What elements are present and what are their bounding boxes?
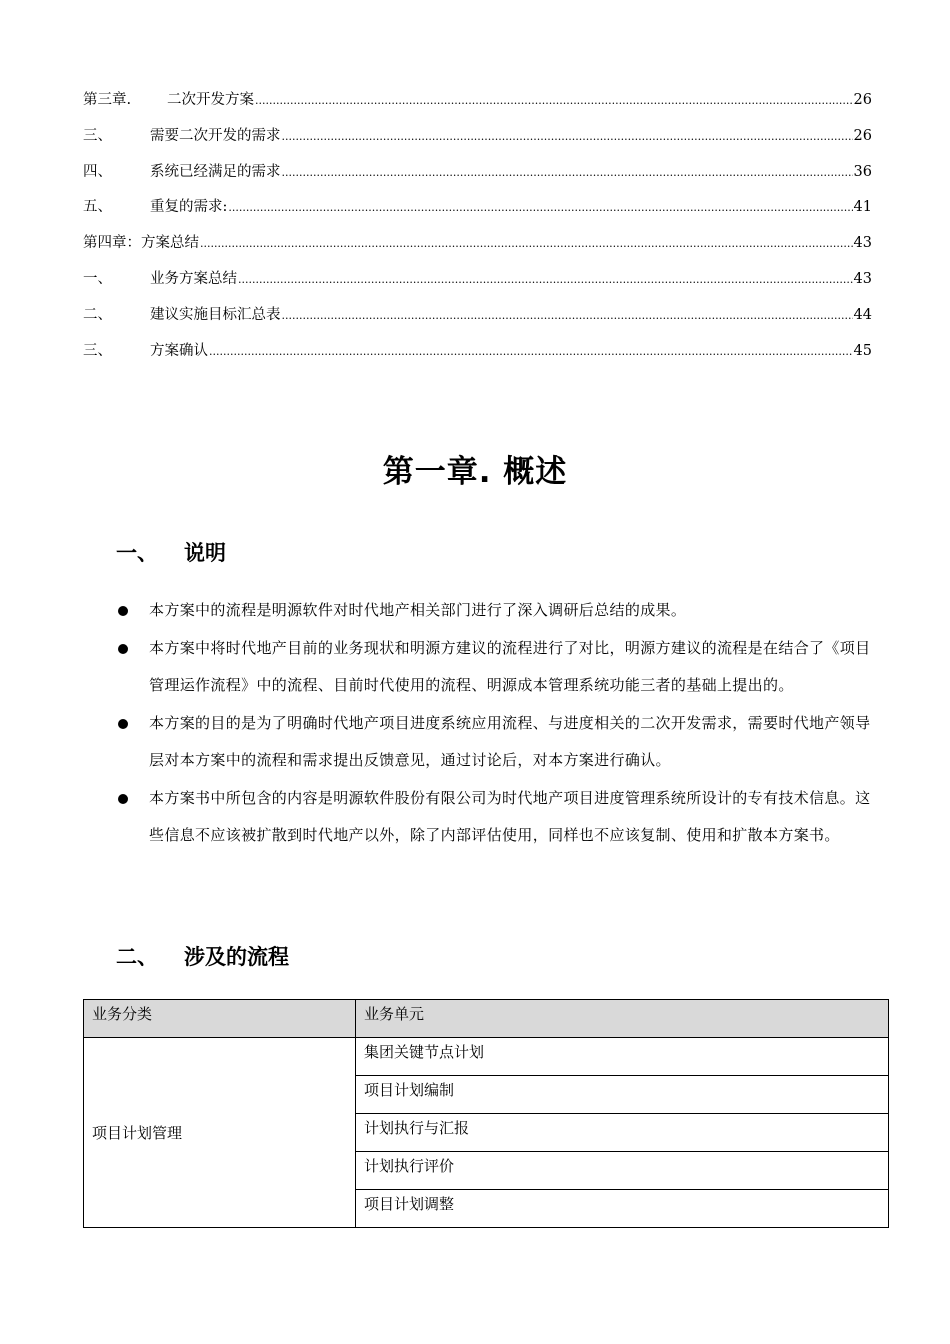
toc-entry-number: 第三章. bbox=[83, 92, 132, 108]
toc-entry[interactable] bbox=[83, 193, 872, 229]
bullet-dot-icon bbox=[118, 794, 128, 804]
toc-entry-page: 26 bbox=[853, 127, 872, 144]
table-row bbox=[84, 1038, 889, 1076]
bullet-item bbox=[116, 780, 876, 855]
toc-entry[interactable] bbox=[83, 158, 872, 194]
process-table bbox=[83, 999, 889, 1228]
toc-entry-title: 重复的需求: bbox=[150, 199, 228, 216]
unit-cell: 集团关键节点计划 bbox=[356, 1038, 889, 1076]
toc-entry-page: 45 bbox=[853, 342, 872, 359]
category-cell: 项目计划管理 bbox=[84, 1038, 356, 1228]
toc-entry-number: 三、 bbox=[83, 127, 112, 144]
toc-entry-number: 三、 bbox=[83, 342, 112, 359]
toc-entry-number: 第四章： bbox=[83, 235, 141, 252]
toc-entry-page: 41 bbox=[853, 199, 872, 216]
chapter-title: 第一章. 概述 bbox=[382, 454, 568, 490]
toc-entry-title: 需要二次开发的需求 bbox=[150, 127, 281, 144]
bullet-dot-icon bbox=[118, 606, 128, 616]
toc-leader-dots bbox=[255, 87, 853, 115]
toc-entry-title: 方案总结 bbox=[141, 235, 199, 252]
description-bullet-list bbox=[116, 592, 876, 855]
toc-entry-title: 业务方案总结 bbox=[150, 270, 237, 287]
unit-cell: 项目计划编制 bbox=[356, 1076, 889, 1114]
bullet-item bbox=[116, 705, 876, 780]
toc-entry-page: 43 bbox=[853, 235, 872, 252]
toc-entry[interactable] bbox=[83, 86, 872, 122]
toc-entry-number: 一、 bbox=[83, 270, 112, 287]
unit-cell: 项目计划调整 bbox=[356, 1190, 889, 1228]
toc-entry-title: 系统已经满足的需求 bbox=[150, 163, 281, 180]
section-heading-processes bbox=[116, 941, 289, 971]
section-title: 涉及的流程 bbox=[184, 945, 289, 969]
toc-entry[interactable] bbox=[83, 301, 872, 337]
toc-entry[interactable] bbox=[83, 337, 872, 373]
bullet-text: 本方案中将时代地产目前的业务现状和明源方建议的流程进行了对比，明源方建议的流程是在结合了《项目管理运作流程》中的流程、目前时代使用的流程、明源成本管理系统功能三者的基础上提出的。 bbox=[149, 638, 871, 694]
unit-cell: 计划执行评价 bbox=[356, 1152, 889, 1190]
section-number: 二、 bbox=[116, 945, 158, 969]
bullet-text: 本方案中的流程是明源软件对时代地产相关部门进行了深入调研后总结的成果。 bbox=[149, 601, 687, 619]
toc-entry-page: 36 bbox=[853, 163, 872, 180]
bullet-dot-icon bbox=[118, 719, 128, 729]
toc-entry-page: 44 bbox=[853, 306, 872, 323]
toc-entry-number: 二、 bbox=[83, 306, 112, 323]
bullet-dot-icon bbox=[118, 644, 128, 654]
section-number: 一、 bbox=[116, 541, 158, 565]
toc-leader-dots bbox=[228, 194, 852, 222]
toc-leader-dots bbox=[209, 338, 853, 366]
toc-entry[interactable] bbox=[83, 122, 872, 158]
toc-leader-dots bbox=[238, 266, 853, 294]
toc-entry-title: 方案确认 bbox=[150, 342, 208, 359]
toc-leader-dots bbox=[282, 302, 853, 330]
toc-leader-dots bbox=[200, 230, 853, 258]
toc-entry[interactable] bbox=[83, 265, 872, 301]
toc-entry-title: 建议实施目标汇总表 bbox=[150, 306, 281, 323]
unit-cell: 计划执行与汇报 bbox=[356, 1114, 889, 1152]
bullet-text: 本方案书中所包含的内容是明源软件股份有限公司为时代地产项目进度管理系统所设计的专有技术信息。这些信息不应该被扩散到时代地产以外，除了内部评估使用，同样也不应该复制、使用和扩散本方案书。 bbox=[149, 788, 871, 844]
toc-entry-number: 四、 bbox=[83, 163, 112, 180]
table-of-contents bbox=[83, 86, 872, 372]
column-header-category: 业务分类 bbox=[84, 1000, 356, 1038]
table-header-row bbox=[84, 1000, 889, 1038]
section-heading-description bbox=[116, 537, 226, 567]
toc-entry[interactable] bbox=[83, 229, 872, 265]
toc-leader-dots bbox=[282, 159, 853, 187]
bullet-text: 本方案的目的是为了明确时代地产项目进度系统应用流程、与进度相关的二次开发需求，需要时代地产领导层对本方案中的流程和需求提出反馈意见，通过讨论后，对本方案进行确认。 bbox=[149, 713, 871, 769]
toc-entry-page: 43 bbox=[853, 270, 872, 287]
toc-leader-dots bbox=[282, 123, 853, 151]
section-title: 说明 bbox=[184, 541, 226, 565]
bullet-item bbox=[116, 630, 876, 705]
column-header-unit: 业务单元 bbox=[356, 1000, 889, 1038]
toc-entry-page: 26 bbox=[853, 92, 872, 108]
bullet-item bbox=[116, 592, 876, 630]
toc-entry-title: 二次开发方案 bbox=[167, 92, 254, 108]
toc-entry-number: 五、 bbox=[83, 199, 112, 216]
